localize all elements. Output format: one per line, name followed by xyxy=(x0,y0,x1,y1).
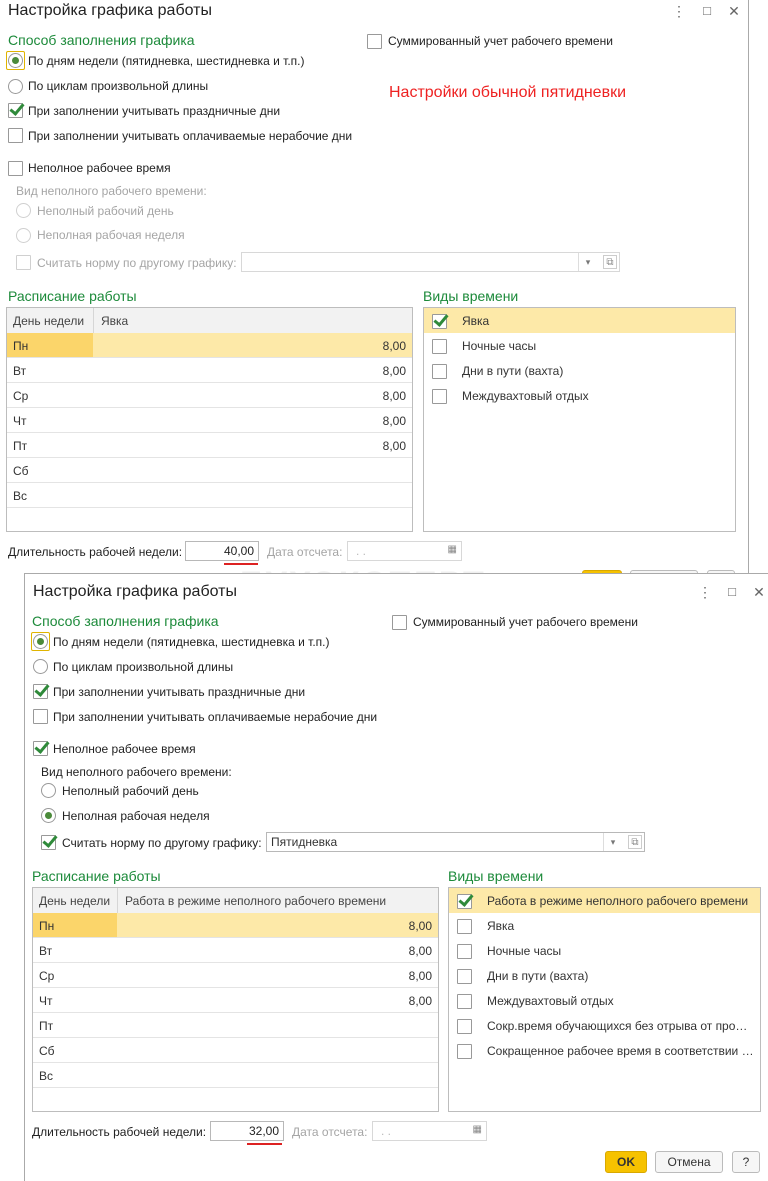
open-icon[interactable]: ⧉ xyxy=(628,835,642,849)
kind-checkbox[interactable] xyxy=(457,919,472,934)
kind-checkbox[interactable] xyxy=(432,339,447,354)
list-item[interactable]: Дни в пути (вахта) xyxy=(449,963,760,988)
cancel-button[interactable]: Отмена xyxy=(655,1151,723,1173)
red-underline xyxy=(247,1143,282,1145)
time-kinds-list xyxy=(423,307,736,532)
summarized-checkbox[interactable] xyxy=(392,615,407,630)
ok-button[interactable]: OK xyxy=(605,1151,647,1173)
part-time-label: Неполное рабочее время xyxy=(28,161,171,175)
kind-checkbox[interactable] xyxy=(432,364,447,379)
list-item[interactable]: Работа в режиме неполного рабочего времени xyxy=(449,888,760,913)
col-day-header: День недели xyxy=(39,894,111,908)
window-schedule-settings-fivday xyxy=(0,0,749,590)
fill-method-heading: Способ заполнения графика xyxy=(32,613,219,629)
holidays-checkbox[interactable] xyxy=(8,103,23,118)
list-item[interactable]: Междувахтовый отдых xyxy=(449,988,760,1013)
schedule-table xyxy=(6,307,413,532)
table-row[interactable]: Чт 8,00 xyxy=(33,988,438,1013)
paid-nonwork-checkbox[interactable] xyxy=(8,128,23,143)
help-button[interactable]: ? xyxy=(732,1151,760,1173)
radio-part-day[interactable] xyxy=(41,783,56,798)
table-row[interactable]: Сб xyxy=(7,458,412,483)
schedule-table xyxy=(32,887,439,1112)
maximize-icon[interactable]: □ xyxy=(703,3,711,18)
norm-other-label: Считать норму по другому графику: xyxy=(62,836,262,850)
report-date-input[interactable] xyxy=(347,541,462,561)
paid-nonwork-checkbox[interactable] xyxy=(33,709,48,724)
time-kinds-heading: Виды времени xyxy=(448,868,544,884)
more-icon[interactable]: ⋮ xyxy=(672,3,686,19)
col-kind-header: Работа в режиме неполного рабочего времени xyxy=(125,894,387,908)
holidays-label: При заполнении учитывать праздничные дни xyxy=(28,104,281,118)
kind-checkbox[interactable] xyxy=(457,1044,472,1059)
calendar-icon[interactable]: ▦ xyxy=(472,1124,482,1135)
kind-checkbox[interactable] xyxy=(457,944,472,959)
list-item[interactable]: Сокр.время обучающихся без отрыва от про… xyxy=(449,1013,760,1038)
table-row[interactable]: Пт xyxy=(33,1013,438,1038)
radio-weekdays-label: По дням недели (пятидневка, шестидневка и т.п.) xyxy=(28,54,305,68)
week-length-input[interactable]: 40,00 xyxy=(185,541,259,561)
summarized-checkbox[interactable] xyxy=(367,34,382,49)
norm-other-checkbox[interactable] xyxy=(41,835,56,850)
list-item[interactable]: Ночные часы xyxy=(449,938,760,963)
norm-schedule-select[interactable] xyxy=(241,252,620,272)
radio-cycles[interactable] xyxy=(33,659,48,674)
report-date-value: . . xyxy=(356,544,367,558)
table-row[interactable]: Вс xyxy=(33,1063,438,1088)
report-date-input[interactable] xyxy=(372,1121,487,1141)
window-title: Настройка графика работы xyxy=(8,2,212,19)
radio-weekdays-label: По дням недели (пятидневка, шестидневка и т.п.) xyxy=(53,635,330,649)
radio-part-week[interactable] xyxy=(41,808,56,823)
part-time-kind-label: Вид неполного рабочего времени: xyxy=(41,765,232,779)
kind-checkbox[interactable] xyxy=(457,894,472,909)
radio-part-day[interactable] xyxy=(16,203,31,218)
table-row[interactable]: Пн 8,00 xyxy=(33,913,438,938)
summarized-label: Суммированный учет рабочего времени xyxy=(413,615,638,629)
table-row[interactable]: Чт 8,00 xyxy=(7,408,412,433)
table-row[interactable]: Вс xyxy=(7,483,412,508)
kind-checkbox[interactable] xyxy=(457,994,472,1009)
radio-part-day-label: Неполный рабочий день xyxy=(62,784,199,798)
time-kinds-heading: Виды времени xyxy=(423,288,519,304)
part-time-kind-label: Вид неполного рабочего времени: xyxy=(16,184,207,198)
radio-cycles[interactable] xyxy=(8,79,23,94)
schedule-heading: Расписание работы xyxy=(32,868,161,884)
part-time-label: Неполное рабочее время xyxy=(53,742,196,756)
list-item[interactable]: Междувахтовый отдых xyxy=(424,383,735,408)
holidays-checkbox[interactable] xyxy=(33,684,48,699)
report-date-label: Дата отсчета: xyxy=(267,545,343,559)
radio-part-week[interactable] xyxy=(16,228,31,243)
annotation-note: Настройки обычной пятидневки xyxy=(389,84,627,101)
norm-other-label: Считать норму по другому графику: xyxy=(37,256,237,270)
table-row[interactable]: Пн 8,00 xyxy=(7,333,412,358)
kind-checkbox[interactable] xyxy=(432,314,447,329)
table-row[interactable]: Вт 8,00 xyxy=(33,938,438,963)
report-date-value: . . xyxy=(381,1124,392,1138)
table-row[interactable]: Ср 8,00 xyxy=(7,383,412,408)
col-kind-header: Явка xyxy=(101,314,129,328)
norm-other-checkbox[interactable] xyxy=(16,255,31,270)
col-day-header: День недели xyxy=(13,314,85,328)
norm-schedule-value: Пятидневка xyxy=(271,835,338,849)
table-row[interactable]: Вт 8,00 xyxy=(7,358,412,383)
close-icon[interactable]: ✕ xyxy=(753,584,765,600)
list-item[interactable]: Дни в пути (вахта) xyxy=(424,358,735,383)
radio-part-day-label: Неполный рабочий день xyxy=(37,204,174,218)
schedule-table-header xyxy=(7,308,412,334)
radio-cycles-label: По циклам произвольной длины xyxy=(53,660,234,674)
open-icon[interactable]: ⧉ xyxy=(603,255,617,269)
table-row[interactable]: Пт 8,00 xyxy=(7,433,412,458)
week-length-label: Длительность рабочей недели: xyxy=(32,1125,207,1139)
part-time-checkbox[interactable] xyxy=(33,741,48,756)
radio-weekdays[interactable] xyxy=(33,634,48,649)
window-title: Настройка графика работы xyxy=(33,583,237,600)
norm-schedule-select[interactable] xyxy=(266,832,645,852)
chevron-down-icon[interactable]: ▾ xyxy=(603,833,622,851)
table-row[interactable]: Ср 8,00 xyxy=(33,963,438,988)
radio-part-week-label: Неполная рабочая неделя xyxy=(37,228,185,242)
more-icon[interactable]: ⋮ xyxy=(698,584,712,600)
time-kinds-list xyxy=(448,887,761,1112)
calendar-icon[interactable]: ▦ xyxy=(447,544,457,555)
kind-checkbox[interactable] xyxy=(457,1019,472,1034)
list-item[interactable]: Явка xyxy=(424,308,735,333)
close-icon[interactable]: ✕ xyxy=(728,3,740,19)
paid-nonwork-label: При заполнении учитывать оплачиваемые нерабочие дни xyxy=(53,710,378,724)
kind-checkbox[interactable] xyxy=(457,969,472,984)
list-item[interactable]: Сокращенное рабочее время в соответствии … xyxy=(449,1038,760,1063)
report-date-label: Дата отсчета: xyxy=(292,1125,368,1139)
paid-nonwork-label: При заполнении учитывать оплачиваемые нерабочие дни xyxy=(28,129,353,143)
kind-checkbox[interactable] xyxy=(432,389,447,404)
week-length-label: Длительность рабочей недели: xyxy=(8,545,183,559)
chevron-down-icon[interactable]: ▾ xyxy=(578,253,597,271)
schedule-heading: Расписание работы xyxy=(8,288,137,304)
schedule-table-header xyxy=(33,888,438,914)
maximize-icon[interactable]: □ xyxy=(728,584,736,599)
window-schedule-settings-parttime xyxy=(24,573,768,1181)
list-item[interactable]: Явка xyxy=(449,913,760,938)
radio-part-week-label: Неполная рабочая неделя xyxy=(62,809,210,823)
list-item[interactable]: Ночные часы xyxy=(424,333,735,358)
table-row[interactable]: Сб xyxy=(33,1038,438,1063)
fill-method-heading: Способ заполнения графика xyxy=(8,32,195,48)
radio-cycles-label: По циклам произвольной длины xyxy=(28,79,209,93)
summarized-label: Суммированный учет рабочего времени xyxy=(388,34,613,48)
part-time-checkbox[interactable] xyxy=(8,161,23,176)
week-length-input[interactable]: 32,00 xyxy=(210,1121,284,1141)
holidays-label: При заполнении учитывать праздничные дни xyxy=(53,685,306,699)
radio-weekdays[interactable] xyxy=(8,53,23,68)
